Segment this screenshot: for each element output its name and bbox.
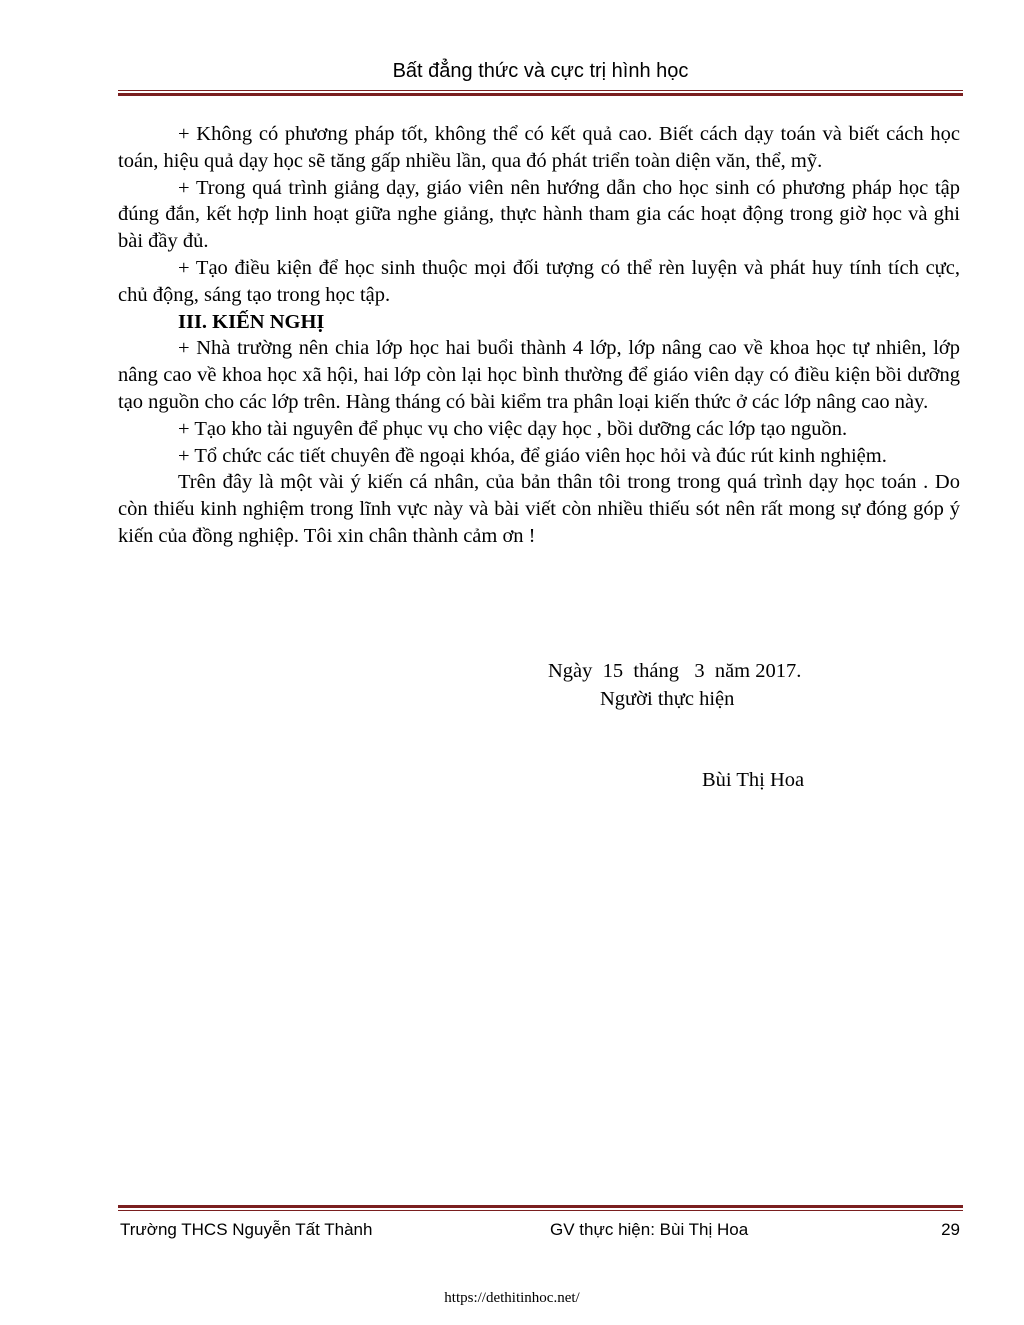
footer-rule-thin xyxy=(118,1210,963,1211)
signature-name: Bùi Thị Hoa xyxy=(702,769,805,791)
signature-date: Ngày 15 tháng 3 năm 2017. xyxy=(548,660,802,682)
footer-teacher: GV thực hiện: Bùi Thị Hoa xyxy=(550,1220,749,1239)
header-title: Bất đẳng thức và cực trị hình học xyxy=(392,60,689,82)
signature-role: Người thực hiện xyxy=(600,688,735,710)
paragraph-resources: + Tạo kho tài nguyên để phục vụ cho việc dạy học , bồi dưỡng các lớp tạo nguồn. xyxy=(178,417,848,440)
paragraph-method: + Không có phương pháp tốt, không thể có kết quả cao. Biết cách dạy toán và biết cách học toán, hiệu quả dạy học sẽ tăng gấp nhiều lần, qua đó phát triển toàn diện văn, thể, mỹ. xyxy=(118,123,960,172)
paragraph-seminars: + Tổ chức các tiết chuyên đề ngoại khóa, để giáo viên học hỏi và đúc rút kinh nghiệm. xyxy=(178,444,887,467)
paragraph-guidance: + Trong quá trình giảng dạy, giáo viên nên hướng dẫn cho học sinh có phương pháp học tập đúng đắn, kết hợp linh hoạt giữa nghe giảng, thực hành tham gia các hoạt động trong giờ học và ghi bài đầy đủ. xyxy=(118,176,960,253)
header-rule-thin xyxy=(118,90,963,91)
header-rule-thick xyxy=(118,93,963,96)
paragraph-closing: Trên đây là một vài ý kiến cá nhân, của bản thân tôi trong trong quá trình dạy học toán . Do còn thiếu kinh nghiệm trong lĩnh vực này và bài viết còn nhiều thiếu sót nên rất mong sự đóng góp ý kiến của đồng nghiệp. Tôi xin chân thành cảm ơn ! xyxy=(118,471,960,547)
footer-rule-thick xyxy=(118,1205,963,1208)
section-heading: III. KIẾN NGHỊ xyxy=(178,310,325,333)
body-content xyxy=(118,121,960,550)
footer-school: Trường THCS Nguyễn Tất Thành xyxy=(120,1220,373,1239)
paragraph-conditions: + Tạo điều kiện để học sinh thuộc mọi đối tượng có thể rèn luyện và phát huy tính tích cực, chủ động, sáng tạo trong học tập. xyxy=(118,256,960,306)
paragraph-class-division: + Nhà trường nên chia lớp học hai buổi thành 4 lớp, lớp nâng cao về khoa học tự nhiên, lớp nâng cao về khoa học xã hội, hai lớp còn lại học bình thường để giáo viên dạy có điều kiện bồi dưỡng tạo nguồn cho các lớp trên. Hàng tháng có bài kiểm tra phân loại kiến thức ở các lớp nâng cao này. xyxy=(118,337,960,413)
footer-page-number: 29 xyxy=(941,1220,960,1239)
source-url-link[interactable]: https://dethitinhoc.net/ xyxy=(444,1290,580,1306)
